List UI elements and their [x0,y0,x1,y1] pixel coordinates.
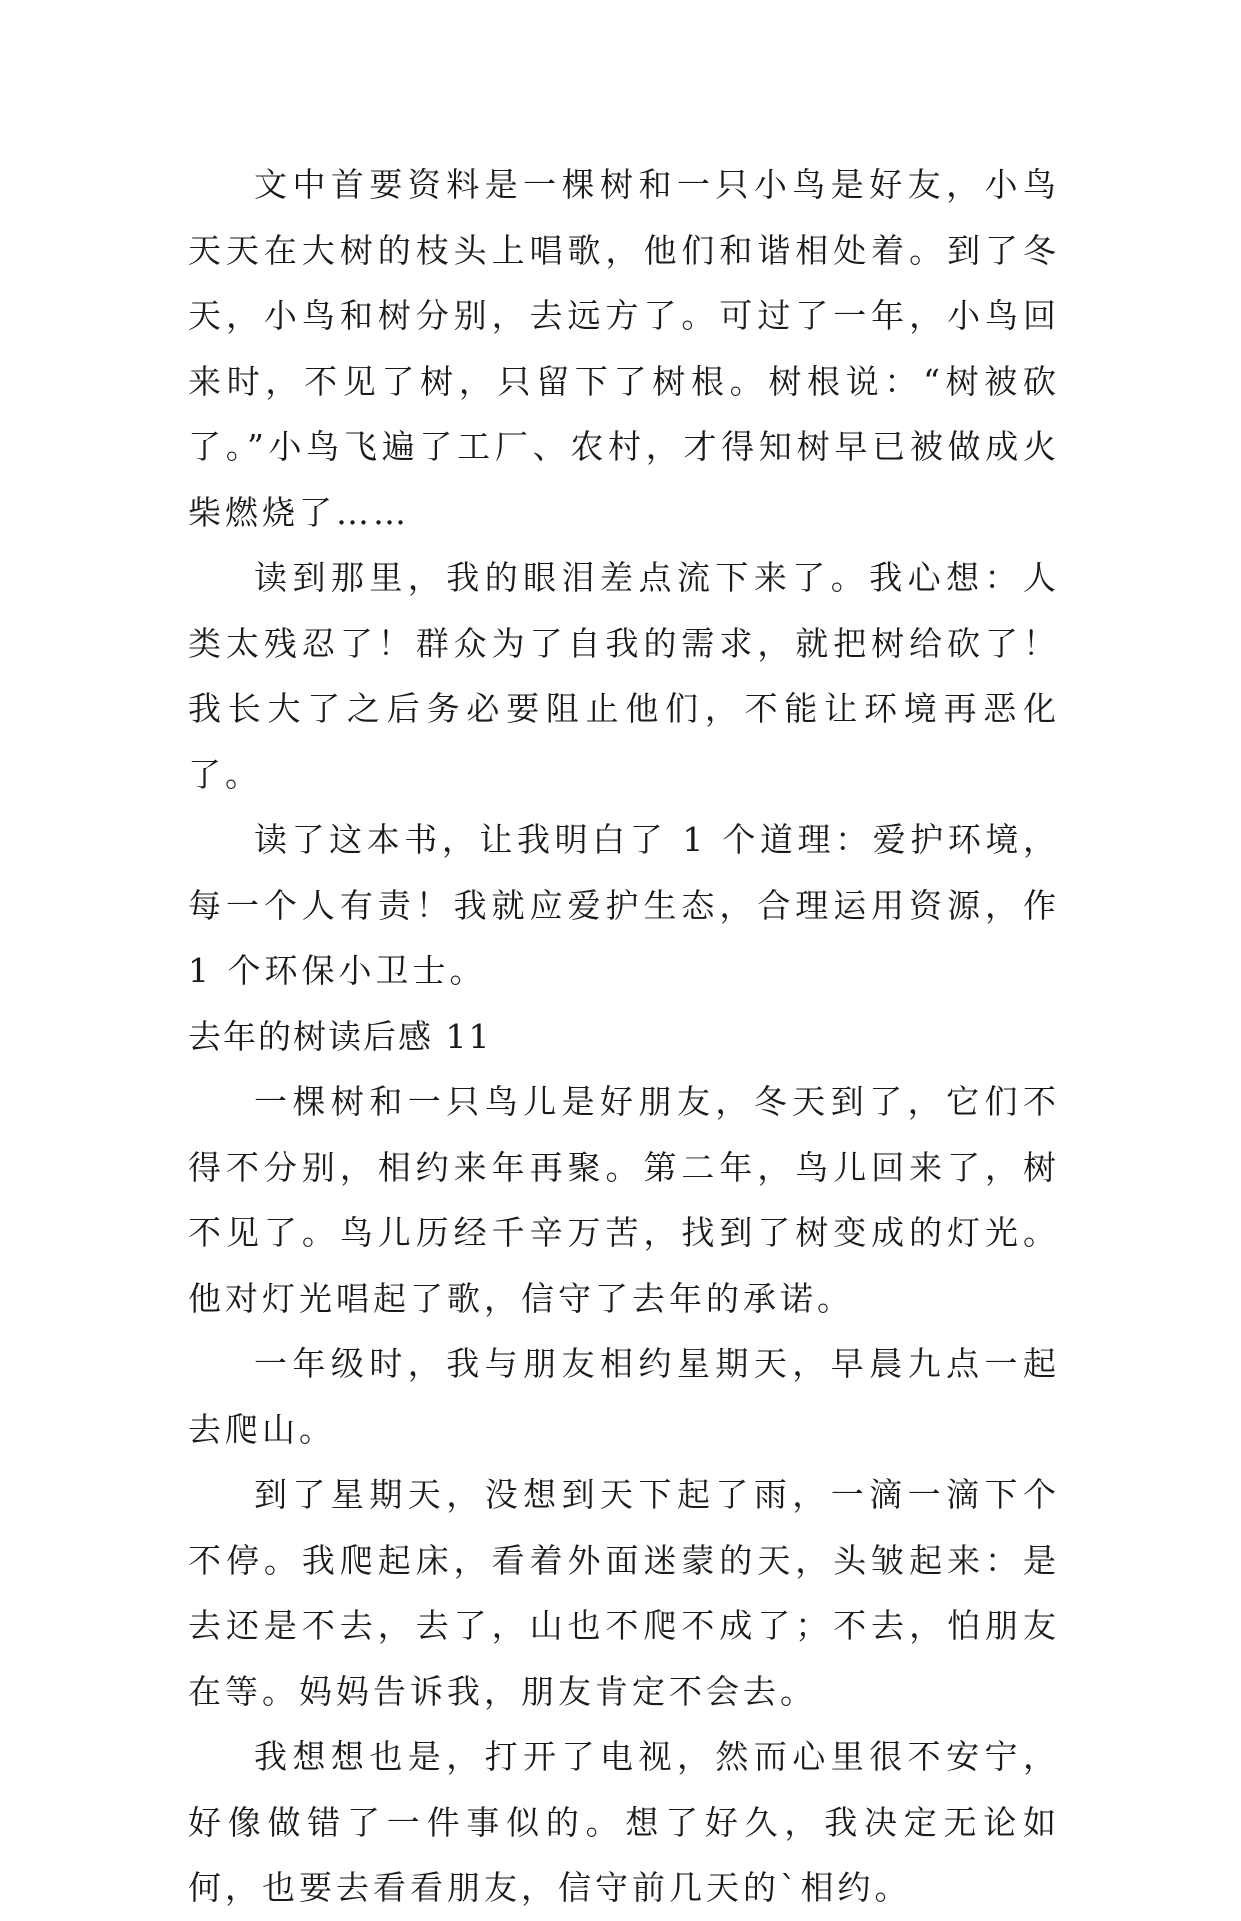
paragraph: 读了这本书，让我明白了 1 个道理：爱护环境，每一个人有责！我就应爱护生态，合理运用资源，作 1 个环保小卫士。 [188,820,1060,990]
document-body [188,152,1060,1921]
paragraph: 到了星期天，没想到天下起了雨，一滴一滴下个不停。我爬起床，看着外面迷蒙的天，头皱起来：是去还是不去，去了，山也不爬不成了；不去，怕朋友在等。妈妈告诉我，朋友肯定不会去。 [188,1475,1060,1711]
paragraph: 文中首要资料是一棵树和一只小鸟是好友，小鸟天天在大树的枝头上唱歌，他们和谐相处着。到了冬天，小鸟和树分别，去远方了。可过了一年，小鸟回来时，不见了树，只留下了树根。树根说：“树被砍了。”小鸟飞遍了工厂、农村，才得知树早已被做成火柴燃烧了…… [188,165,1060,532]
paragraph: 一年级时，我与朋友相约星期天，早晨九点一起去爬山。 [188,1344,1060,1449]
section-heading: 去年的树读后感 11 [188,1016,492,1056]
paragraph: 一棵树和一只鸟儿是好朋友，冬天到了，它们不得不分别，相约来年再聚。第二年，鸟儿回来了，树不见了。鸟儿历经千辛万苦，找到了树变成的灯光。他对灯光唱起了歌，信守了去年的承诺。 [188,1082,1060,1318]
paragraph: 我想想也是，打开了电视，然而心里很不安宁，好像做错了一件事似的。想了好久，我决定无论如何，也要去看看朋友，信守前几天的`相约。 [188,1737,1060,1907]
paragraph: 读到那里，我的眼泪差点流下来了。我心想：人类太残忍了！群众为了自我的需求，就把树给砍了！我长大了之后务必要阻止他们，不能让环境再恶化了。 [188,558,1060,794]
